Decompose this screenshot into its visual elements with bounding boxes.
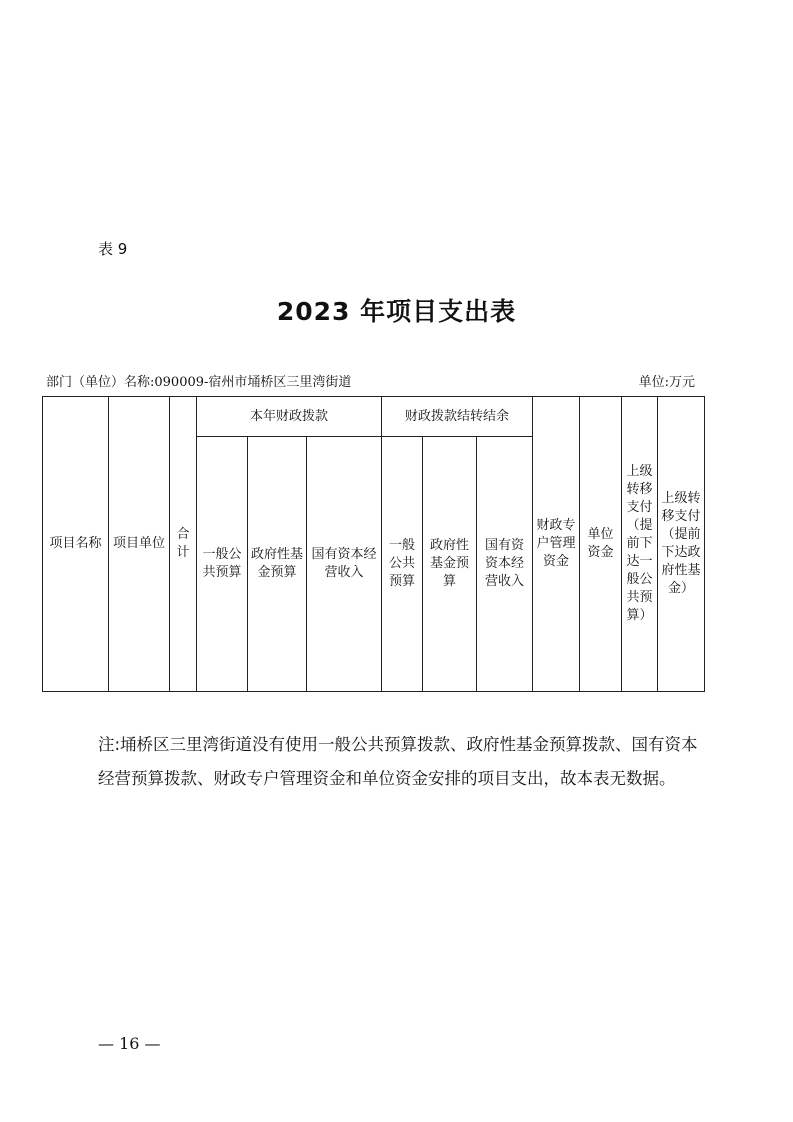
page-number: — 16 —	[98, 1034, 161, 1053]
header-project-unit: 项目单位	[109, 397, 170, 692]
header-transfer-general-budget: 上级转移支付（提前下达一般公共预算）	[622, 397, 658, 692]
header-general-public-budget: 一般公共预算	[197, 437, 248, 692]
header-unit-funds: 单位资金	[580, 397, 622, 692]
header-project-name: 项目名称	[43, 397, 109, 692]
header-special-account-funds: 财政专户管理资金	[533, 397, 580, 692]
note-text: 注:埇桥区三里湾街道没有使用一般公共预算拨款、政府性基金预算拨款、国有资本经营预算拨款、财政专户管理资金和单位资金安排的项目支出，故本表无数据。	[98, 735, 698, 788]
department-name: 部门（单位）名称:090009-宿州市埇桥区三里湾街道	[46, 375, 352, 390]
header-carryover-state-capital-income: 国有资资本经营收入	[477, 437, 533, 692]
header-carryover-general-public-budget: 一般公共预算	[382, 437, 423, 692]
project-expenditure-table	[42, 396, 705, 692]
table-label: 表 9	[98, 240, 128, 258]
header-government-fund-budget: 政府性基金预算	[248, 437, 307, 692]
header-current-year-allocation: 本年财政拨款	[197, 397, 382, 437]
header-state-capital-income: 国有资本经营收入	[307, 437, 382, 692]
header-transfer-gov-fund: 上级转移支付（提前下达政府性基金）	[658, 397, 705, 692]
page-title: 2023 年项目支出表	[276, 297, 517, 326]
header-total: 合计	[170, 397, 197, 692]
header-carryover-government-fund-budget: 政府性基金预算	[423, 437, 477, 692]
unit-label: 单位:万元	[638, 375, 695, 390]
header-carryover-balance: 财政拨款结转结余	[382, 397, 533, 437]
